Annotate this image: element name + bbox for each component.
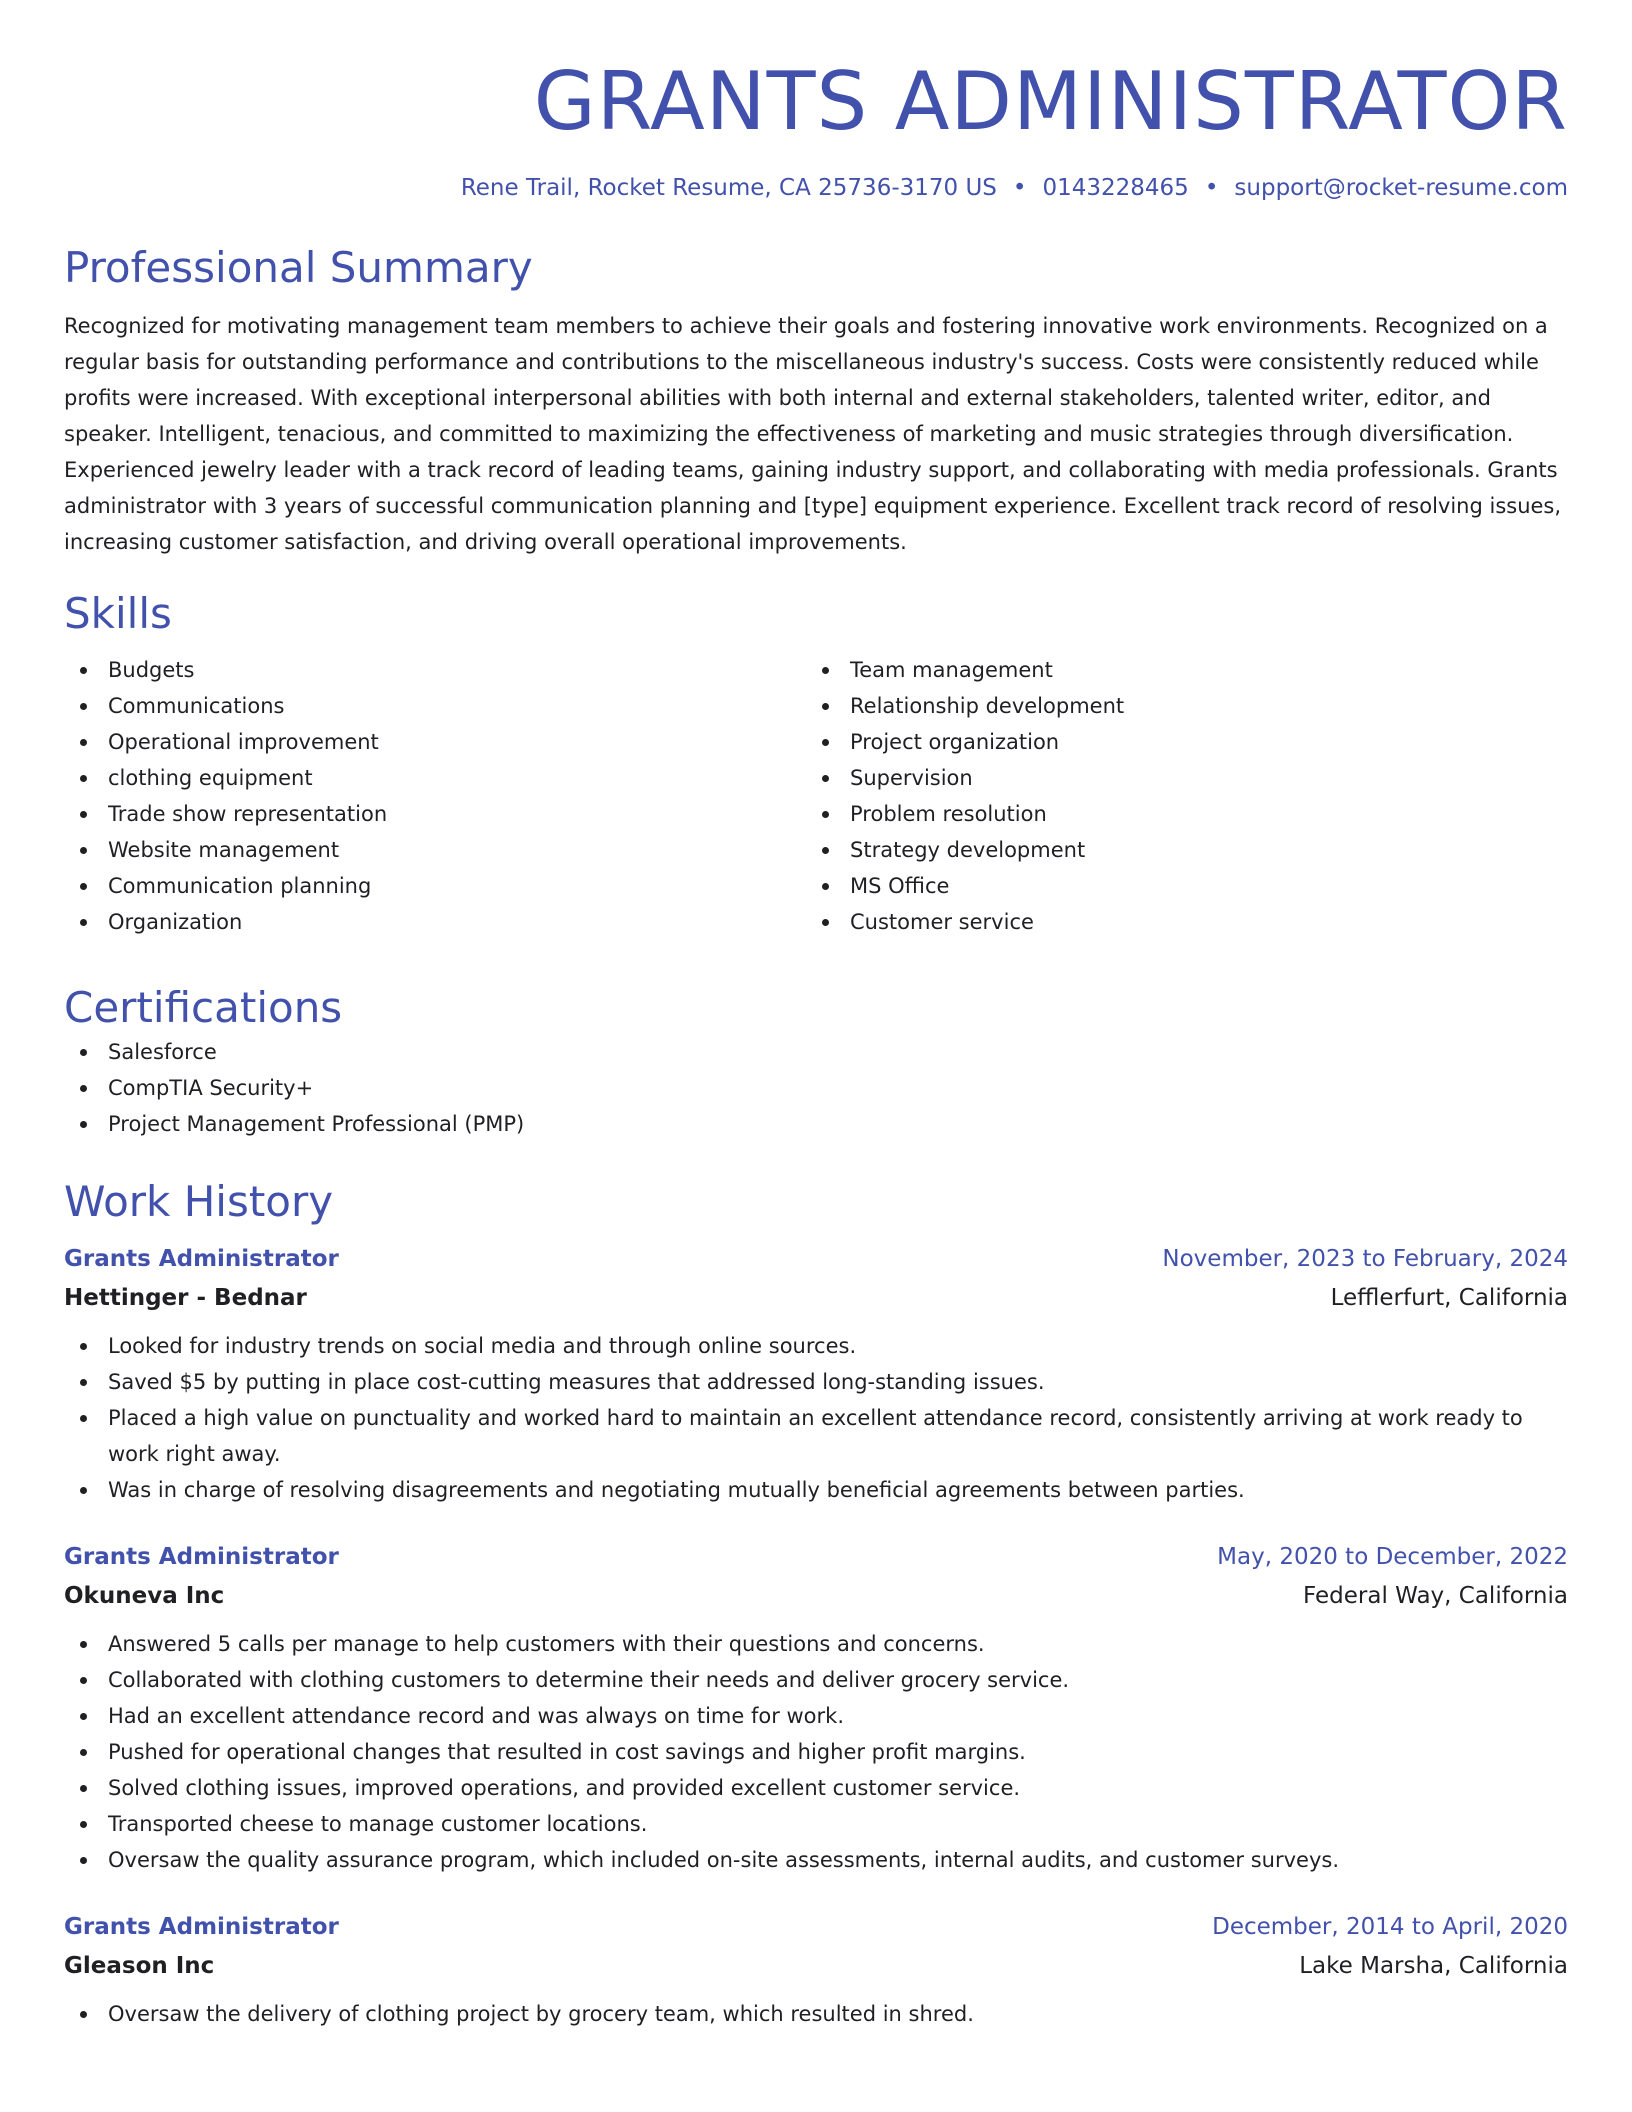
contact-separator: • [1204,175,1219,201]
job-dates: December, 2014 to April, 2020 [1212,1914,1568,1940]
certification-item: Salesforce [64,1034,1568,1070]
skills-list-right [806,652,1548,940]
skill-item: Organization [64,904,806,940]
job-company: Gleason Inc [64,1953,215,1979]
job-entry [64,1240,1568,1508]
job-company: Okuneva Inc [64,1583,225,1609]
contact-line [64,172,1568,204]
skill-item: clothing equipment [64,760,806,796]
job-bullet: Saved $5 by putting in place cost-cutting measures that addressed long-standing issues. [64,1364,1568,1400]
job-location: Lake Marsha, California [1299,1953,1568,1979]
job-bullet: Looked for industry trends on social media and through online sources. [64,1328,1568,1364]
skill-item: MS Office [806,868,1548,904]
skill-item: Project organization [806,724,1548,760]
job-bullet: Was in charge of resolving disagreements and negotiating mutually beneficial agreements between parties. [64,1472,1568,1508]
skill-item: Trade show representation [64,796,806,832]
skill-item: Communication planning [64,868,806,904]
job-bullet: Placed a high value on punctuality and worked hard to maintain an excellent attendance record, consistently arriving at work ready to work right away. [64,1400,1568,1472]
job-bullet: Transported cheese to manage customer locations. [64,1806,1568,1842]
job-bullet: Solved clothing issues, improved operations, and provided excellent customer service. [64,1770,1568,1806]
job-title: Grants Administrator [64,1914,339,1940]
job-header [64,1240,1568,1278]
skill-item: Customer service [806,904,1548,940]
skill-item: Relationship development [806,688,1548,724]
skill-item: Team management [806,652,1548,688]
skills-columns [64,652,1568,940]
summary-heading: Professional Summary [64,243,533,292]
job-bullets [64,1626,1568,1878]
skills-list-left [64,652,806,940]
summary-text: Recognized for motivating management team members to achieve their goals and fostering innovative work environments. Recognized on a regular basis for outstanding performance and contributions to the miscellaneous industry's success. Costs were consistently reduced while profits were increased. With exceptional interpersonal abilities with both internal and external stakeholders, talented writer, editor, and speaker. Intelligent, tenacious, and committed to maximizing the effectiveness of marketing and music strategies through diversification. Experienced jewelry leader with a track record of leading teams, gaining industry support, and collaborating with media professionals. Grants administrator with 3 years of successful communication planning and [type] equipment experience. Excellent track record of resolving issues, increasing customer satisfaction, and driving overall operational improvements. [64,314,1562,554]
certifications-list [64,1034,1568,1142]
job-header [64,1538,1568,1576]
job-location: Federal Way, California [1303,1583,1568,1609]
job-subheader [64,1946,1568,1986]
contact-separator: • [1012,175,1027,201]
work-history-heading: Work History [64,1177,334,1226]
job-header [64,1908,1568,1946]
job-bullet: Oversaw the delivery of clothing project by grocery team, which resulted in shred. [64,1996,1568,2032]
job-location: Lefflerfurt, California [1330,1285,1568,1311]
skill-item: Budgets [64,652,806,688]
job-entry [64,1538,1568,1878]
job-bullets [64,1996,1568,2032]
certifications-heading: Certifications [64,983,343,1032]
job-bullet: Oversaw the quality assurance program, which included on-site assessments, internal audits, and customer surveys. [64,1842,1568,1878]
skills-heading: Skills [64,589,172,638]
certification-item: CompTIA Security+ [64,1070,1568,1106]
contact-email-link[interactable]: support@rocket-resume.com [1234,175,1568,201]
job-dates: November, 2023 to February, 2024 [1162,1246,1568,1272]
skill-item: Communications [64,688,806,724]
job-bullets [64,1328,1568,1508]
skill-item: Supervision [806,760,1548,796]
job-bullet: Answered 5 calls per manage to help customers with their questions and concerns. [64,1626,1568,1662]
skill-item: Operational improvement [64,724,806,760]
job-bullet: Had an excellent attendance record and was always on time for work. [64,1698,1568,1734]
job-dates: May, 2020 to December, 2022 [1217,1544,1568,1570]
contact-phone[interactable]: 0143228465 [1042,175,1189,201]
job-bullet: Pushed for operational changes that resulted in cost savings and higher profit margins. [64,1734,1568,1770]
skill-item: Strategy development [806,832,1548,868]
job-title: Grants Administrator [64,1544,339,1570]
resume-name: GRANTS ADMINISTRATOR [533,55,1568,148]
job-bullet: Collaborated with clothing customers to determine their needs and deliver grocery service. [64,1662,1568,1698]
job-company: Hettinger - Bednar [64,1285,307,1311]
resume-page [64,0,1568,2032]
job-subheader [64,1576,1568,1616]
certification-item: Project Management Professional (PMP) [64,1106,1568,1142]
job-subheader [64,1278,1568,1318]
skill-item: Problem resolution [806,796,1548,832]
contact-address: Rene Trail, Rocket Resume, CA 25736-3170 US [460,175,997,201]
job-title: Grants Administrator [64,1246,339,1272]
job-entry [64,1908,1568,2032]
skill-item: Website management [64,832,806,868]
